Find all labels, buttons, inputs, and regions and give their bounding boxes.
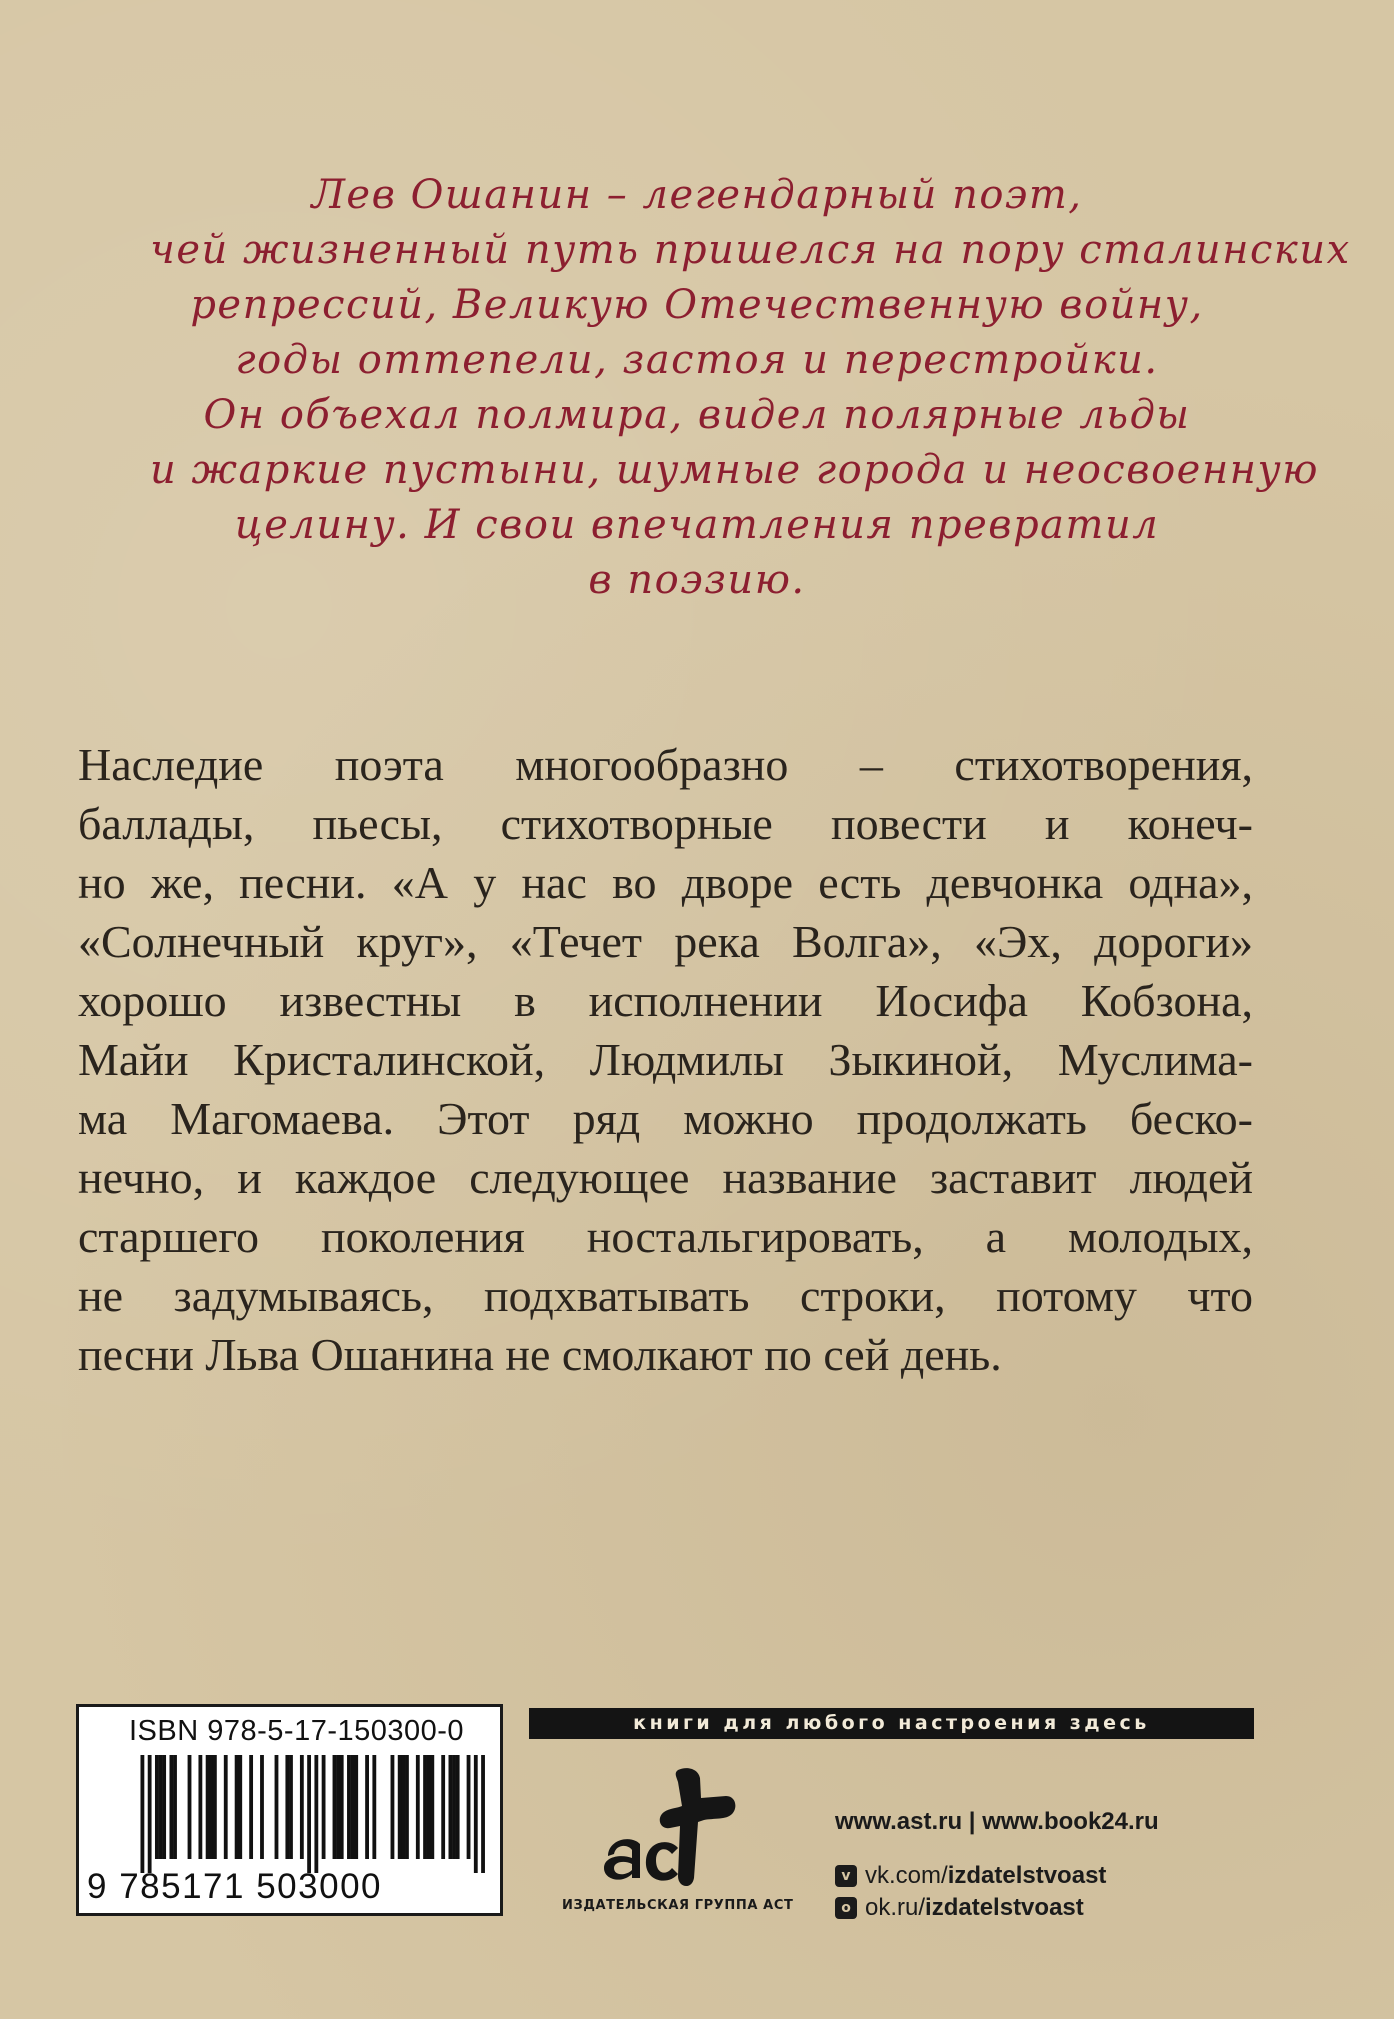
- barcode-bar: [140, 1755, 144, 1873]
- description-line: песни Льва Ошанина не смолкают по сей день.: [78, 1329, 1002, 1380]
- barcode-bar: [188, 1755, 192, 1859]
- barcode-bar: [275, 1755, 279, 1859]
- description-line: но же, песни. «А у нас во дворе есть девчонка одна»,: [78, 857, 1253, 908]
- ok-link[interactable]: [835, 1894, 1084, 1922]
- barcode-bar: [398, 1755, 402, 1859]
- barcode-bar: [401, 1755, 405, 1859]
- barcode-bar: [148, 1755, 152, 1873]
- barcode-bar: [209, 1755, 213, 1859]
- barcode-bar: [307, 1755, 311, 1873]
- intro-line: Он объехал полмира, видел полярные льды: [203, 392, 1191, 438]
- barcode-bar: [449, 1755, 453, 1859]
- intro-line: Лев Ошанин – легендарный поэт,: [311, 172, 1083, 218]
- slogan-banner: книги для любого настроения здесь: [529, 1708, 1254, 1739]
- barcode-bar: [467, 1755, 471, 1859]
- isbn-number: ISBN 978-5-17-150300-0: [129, 1715, 465, 1747]
- barcode-bar: [206, 1755, 210, 1859]
- description-line: Майи Кристалинской, Людмилы Зыкиной, Муслима-: [78, 1034, 1253, 1085]
- vk-handle: izdatelstvoast: [947, 1862, 1107, 1889]
- description-line: «Солнечный круг», «Течет река Волга», «Эх, дороги»: [78, 916, 1253, 967]
- intro-paragraph: [150, 168, 1351, 608]
- intro-line: в поэзию.: [588, 557, 806, 603]
- barcode-bar: [322, 1755, 326, 1859]
- barcode-bar: [365, 1755, 369, 1859]
- barcode-bar: [289, 1755, 293, 1859]
- intro-line: и жаркие пустыни, шумные города и неосвоенную: [150, 447, 1319, 493]
- barcode-bar: [285, 1755, 289, 1859]
- description-paragraph: [78, 735, 1253, 1384]
- barcode-bar: [314, 1755, 318, 1873]
- vk-prefix: vk.com/: [865, 1862, 948, 1889]
- ok-prefix: ok.ru/: [865, 1894, 926, 1921]
- intro-line: чей жизненный путь пришелся на пору сталинских: [150, 227, 1351, 273]
- description-line: Наследие поэта многообразно – стихотворения,: [78, 739, 1253, 790]
- barcode-bar: [238, 1755, 242, 1859]
- barcode-bar: [169, 1755, 173, 1859]
- description-line: ма Магомаева. Этот ряд можно продолжать беско-: [78, 1093, 1253, 1144]
- ok-handle: izdatelstvoast: [925, 1894, 1084, 1921]
- barcode-bar: [351, 1755, 355, 1859]
- barcode-bar: [162, 1755, 166, 1859]
- barcode-bars: [97, 1755, 492, 1873]
- website-links[interactable]: www.ast.ru | www.book24.ru: [835, 1808, 1159, 1835]
- intro-line: годы оттепели, застоя и перестройки.: [235, 337, 1159, 383]
- vk-icon: v: [835, 1865, 857, 1887]
- barcode-bar: [372, 1755, 376, 1859]
- ast-logo-text: аст: [586, 1760, 588, 1761]
- vk-link[interactable]: [835, 1862, 1106, 1890]
- barcode-bar: [405, 1755, 409, 1859]
- barcode-bar: [430, 1755, 434, 1859]
- barcode-bar: [474, 1755, 478, 1873]
- barcode-bar: [300, 1755, 304, 1859]
- description-line: не задумываясь, подхватывать строки, потому что: [78, 1270, 1253, 1321]
- barcode-bar: [456, 1755, 460, 1859]
- description-line: баллады, пьесы, стихотворные повести и конеч-: [78, 798, 1253, 849]
- ok-icon: o: [835, 1897, 857, 1919]
- intro-line: репрессий, Великую Отечественную войну,: [190, 282, 1204, 328]
- barcode-bar: [155, 1755, 159, 1859]
- description-line: хорошо известны в исполнении Иосифа Кобзона,: [78, 975, 1253, 1026]
- publisher-caption: ИЗДАТЕЛЬСКАЯ ГРУППА АСТ: [562, 1898, 794, 1913]
- barcode-bar: [347, 1755, 351, 1859]
- barcode-panel: [76, 1704, 503, 1916]
- barcode-bar: [198, 1755, 202, 1859]
- barcode-bar: [354, 1755, 358, 1859]
- barcode-bar: [481, 1755, 485, 1873]
- barcode-bar: [391, 1755, 395, 1859]
- barcode-bar: [235, 1755, 239, 1859]
- barcode-bar: [224, 1755, 228, 1859]
- barcode-bar: [452, 1755, 456, 1859]
- barcode-bar: [427, 1755, 431, 1859]
- ean-digits: 9 785171 503000: [87, 1867, 382, 1906]
- intro-line: целину. И свои впечатления превратил: [234, 502, 1160, 548]
- barcode-bar: [416, 1755, 420, 1859]
- barcode-bar: [336, 1755, 340, 1859]
- barcode-bar: [159, 1755, 163, 1859]
- barcode-bar: [340, 1755, 344, 1859]
- description-line: старшего поколения ностальгировать, а молодых,: [78, 1211, 1253, 1262]
- description-line: нечно, и каждое следующее название заставит людей: [78, 1152, 1253, 1203]
- ast-logo-icon: [586, 1760, 756, 1900]
- barcode-bar: [173, 1755, 177, 1859]
- barcode-bar: [441, 1755, 445, 1859]
- barcode-bar: [423, 1755, 427, 1859]
- barcode-bar: [333, 1755, 337, 1859]
- barcode-bar: [249, 1755, 253, 1859]
- barcode-bar: [213, 1755, 217, 1859]
- barcode-bar: [260, 1755, 264, 1859]
